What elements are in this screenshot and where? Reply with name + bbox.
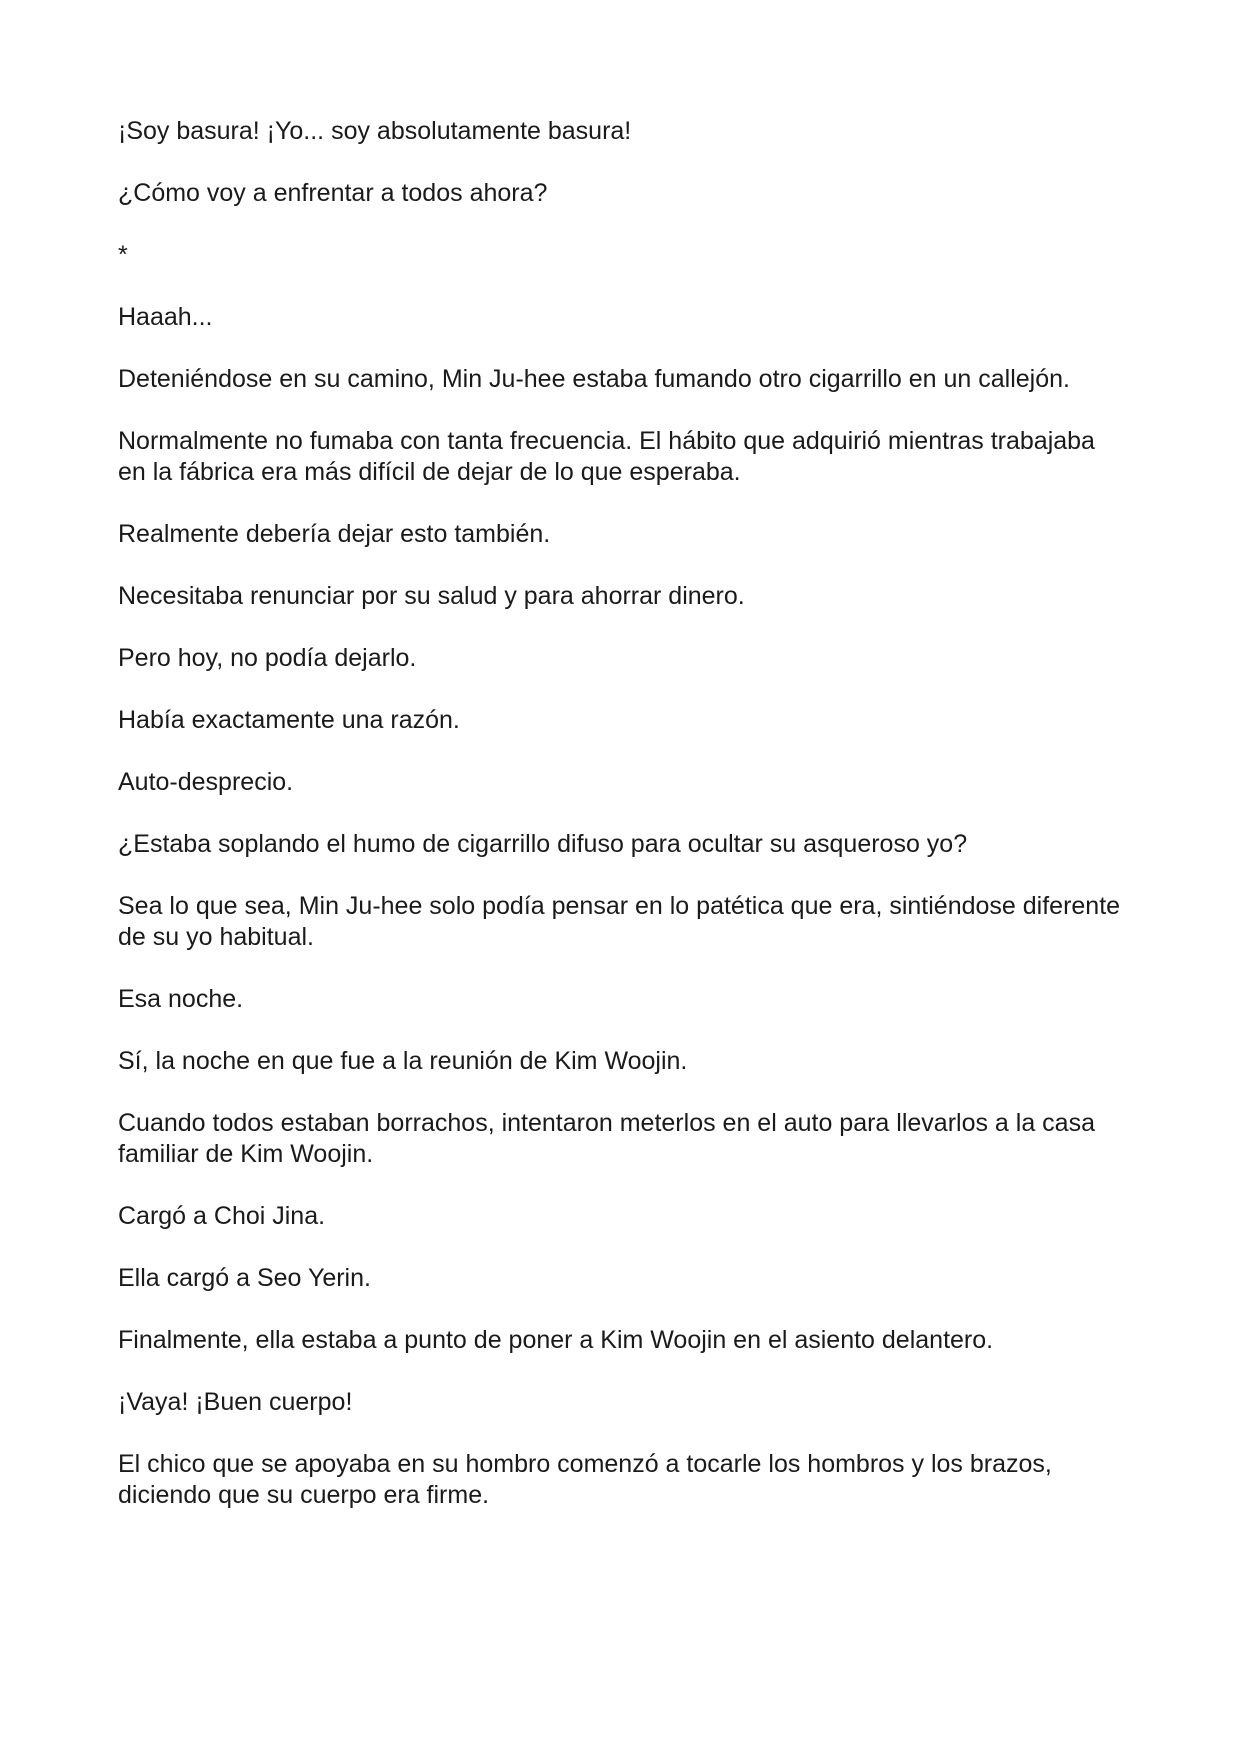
paragraph: Cuando todos estaban borrachos, intentaron meterlos en el auto para llevarlos a la casa familiar de Kim Woojin. — [118, 1109, 1095, 1168]
paragraph: Deteniéndose en su camino, Min Ju-hee estaba fumando otro cigarrillo en un callejón. — [118, 365, 1070, 393]
paragraph: Sea lo que sea, Min Ju-hee solo podía pensar en lo patética que era, sintiéndose diferente de su yo habitual. — [118, 892, 1121, 951]
paragraph: Había exactamente una razón. — [118, 706, 460, 734]
paragraph: Sí, la noche en que fue a la reunión de Kim Woojin. — [118, 1047, 688, 1075]
paragraph: Pero hoy, no podía dejarlo. — [118, 644, 417, 672]
paragraph: ¿Cómo voy a enfrentar a todos ahora? — [118, 179, 548, 207]
paragraph: Necesitaba renunciar por su salud y para ahorrar dinero. — [118, 582, 745, 610]
paragraph: Realmente debería dejar esto también. — [118, 520, 551, 548]
paragraph: Ella cargó a Seo Yerin. — [118, 1264, 371, 1292]
scene-break: * — [118, 241, 128, 269]
paragraph: ¡Vaya! ¡Buen cuerpo! — [118, 1388, 353, 1416]
document-body — [118, 116, 1128, 1542]
paragraph: Finalmente, ella estaba a punto de poner a Kim Woojin en el asiento delantero. — [118, 1326, 994, 1354]
paragraph: El chico que se apoyaba en su hombro comenzó a tocarle los hombros y los brazos, diciendo que su cuerpo era firme. — [118, 1450, 1052, 1509]
paragraph: ¿Estaba soplando el humo de cigarrillo difuso para ocultar su asqueroso yo? — [118, 830, 968, 858]
paragraph: Cargó a Choi Jina. — [118, 1202, 326, 1230]
paragraph: Haaah... — [118, 303, 213, 331]
paragraph: Auto-desprecio. — [118, 768, 294, 796]
paragraph: Normalmente no fumaba con tanta frecuencia. El hábito que adquirió mientras trabajaba en la fábrica era más difícil de dejar de lo que esperaba. — [118, 427, 1095, 486]
paragraph: ¡Soy basura! ¡Yo... soy absolutamente basura! — [118, 117, 632, 145]
paragraph: Esa noche. — [118, 985, 244, 1013]
